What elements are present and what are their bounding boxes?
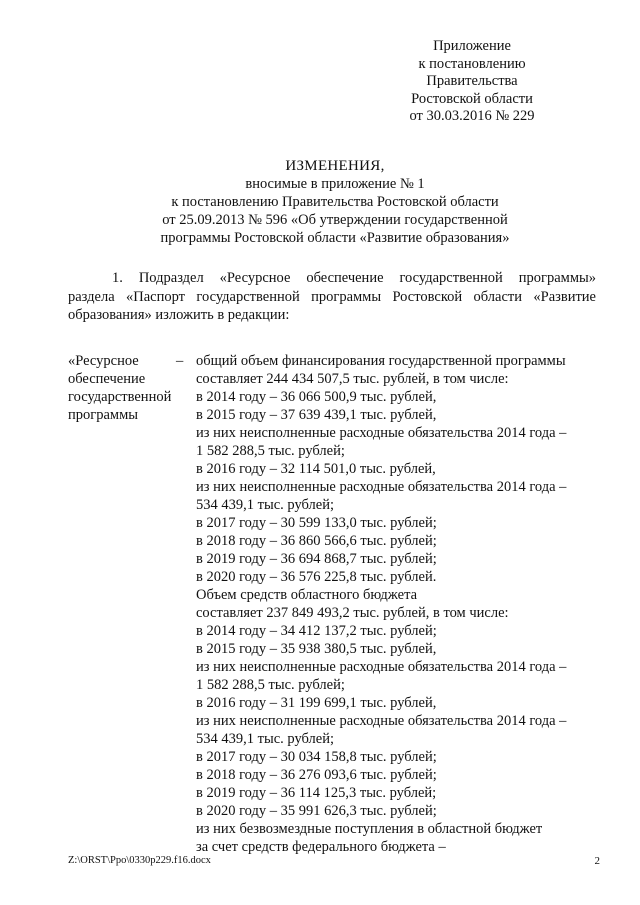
label-line: государственной	[68, 389, 172, 405]
heading-title: ИЗМЕНЕНИЯ,	[285, 158, 385, 174]
label-line: программы	[68, 407, 138, 423]
paragraph-line: образования» изложить в редакции:	[68, 307, 290, 323]
content-line: за счет средств федерального бюджета –	[196, 839, 446, 855]
content-line: общий объем финансирования государственной программы	[196, 353, 566, 369]
content-line: из них неисполненные расходные обязательства 2014 года –	[196, 425, 567, 441]
content-line: в 2017 году – 30 599 133,0 тыс. рублей;	[196, 515, 437, 531]
content-line: 1 582 288,5 тыс. рублей;	[196, 677, 345, 693]
content-line: из них безвозмездные поступления в областной бюджет	[196, 821, 543, 837]
heading-line: к постановлению Правительства Ростовской области	[171, 194, 499, 210]
content-line: в 2016 году – 31 199 699,1 тыс. рублей,	[196, 695, 437, 711]
content-line: в 2019 году – 36 114 125,3 тыс. рублей;	[196, 785, 437, 801]
content-line: в 2019 году – 36 694 868,7 тыс. рублей;	[196, 551, 437, 567]
heading-line: вносимые в приложение № 1	[245, 176, 425, 192]
label-line: «Ресурсное	[68, 353, 139, 369]
content-line: составляет 244 434 507,5 тыс. рублей, в том числе:	[196, 371, 509, 387]
document-heading	[80, 157, 590, 247]
heading-line: программы Ростовской области «Развитие образования»	[160, 230, 510, 246]
content-line: Объем средств областного бюджета	[196, 587, 418, 603]
content-line: в 2020 году – 36 576 225,8 тыс. рублей.	[196, 569, 437, 585]
content-line: 1 582 288,5 тыс. рублей;	[196, 443, 345, 459]
appendix-line: Правительства	[426, 73, 518, 89]
content-line: в 2015 году – 35 938 380,5 тыс. рублей,	[196, 641, 437, 657]
appendix-line: от 30.03.2016 № 229	[409, 108, 535, 124]
footer-file-path: Z:\ORST\Ppo\0330p229.f16.docx	[68, 855, 211, 866]
paragraph-1	[68, 269, 596, 325]
footer-page-number: 2	[594, 855, 600, 867]
content-line: в 2014 году – 34 412 137,2 тыс. рублей;	[196, 623, 437, 639]
content-line: из них неисполненные расходные обязательства 2014 года –	[196, 713, 567, 729]
content-line: в 2015 году – 37 639 439,1 тыс. рублей,	[196, 407, 437, 423]
content-line: из них неисполненные расходные обязательства 2014 года –	[196, 479, 567, 495]
content-line: в 2018 году – 36 276 093,6 тыс. рублей;	[196, 767, 437, 783]
content-line: в 2020 году – 35 991 626,3 тыс. рублей;	[196, 803, 437, 819]
content-line: из них неисполненные расходные обязательства 2014 года –	[196, 659, 567, 675]
table-dash: –	[176, 353, 184, 369]
appendix-block	[372, 38, 572, 126]
paragraph-line: раздела «Паспорт государственной программы Ростовской области «Развитие	[68, 288, 596, 305]
table-content-column	[196, 352, 606, 856]
table-label-column	[68, 352, 178, 424]
appendix-line: Ростовской области	[411, 90, 533, 107]
heading-line: от 25.09.2013 № 596 «Об утверждении государственной	[162, 212, 508, 228]
content-line: в 2014 году – 36 066 500,9 тыс. рублей,	[196, 389, 437, 405]
content-line: составляет 237 849 493,2 тыс. рублей, в том числе:	[196, 605, 509, 621]
content-line: в 2017 году – 30 034 158,8 тыс. рублей;	[196, 749, 437, 765]
appendix-line: Приложение	[433, 38, 511, 54]
content-line: 534 439,1 тыс. рублей;	[196, 497, 334, 513]
appendix-line: к постановлению	[418, 55, 526, 72]
paragraph-line: 1. Подраздел «Ресурсное обеспечение государственной программы»	[112, 270, 596, 286]
content-line: 534 439,1 тыс. рублей;	[196, 731, 334, 747]
content-line: в 2016 году – 32 114 501,0 тыс. рублей,	[196, 461, 436, 477]
content-line: в 2018 году – 36 860 566,6 тыс. рублей;	[196, 533, 437, 549]
label-line: обеспечение	[68, 371, 146, 387]
